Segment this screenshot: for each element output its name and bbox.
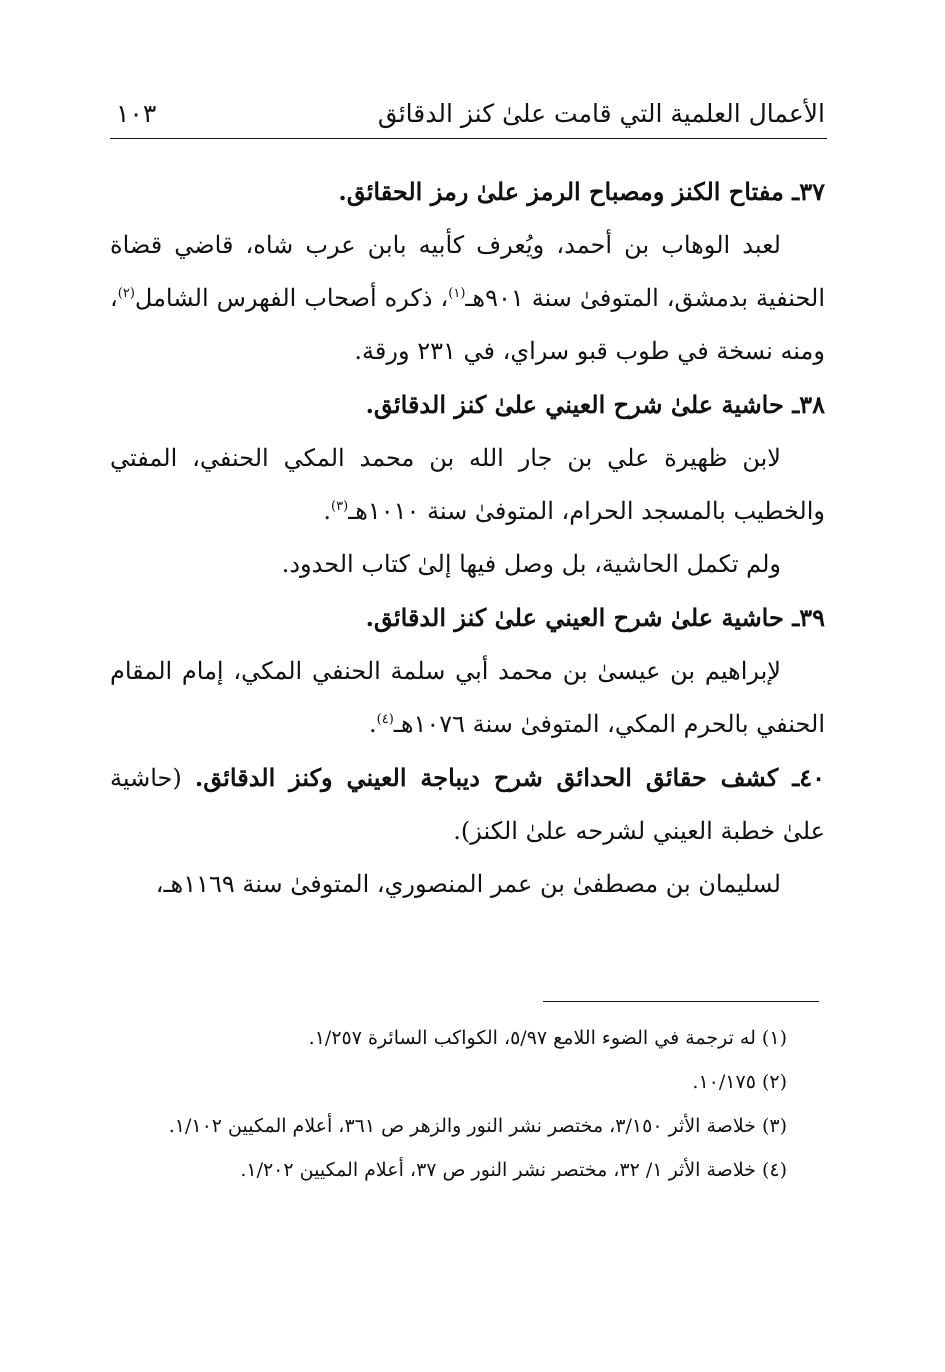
footnote-ref-2: (٢) [117,286,135,301]
entry-39-text-1: لإبراهيم بن عيسىٰ بن محمد أبي سلمة الحنفي المكي، إمام المقام الحنفي بالحرم المكي، المتوفىٰ سنة ١٠٧٦هـ [110,657,825,738]
footnote-rule [543,1001,819,1002]
entry-39-paragraph [110,645,825,751]
page-number: ١٠٣ [116,99,157,128]
entry-39-text-2: . [369,710,377,738]
entry-37-title: ٣٧ـ مفتاح الكنز ومصباح الرمز علىٰ رمز الحقائق. [338,177,825,206]
entry-38-title: ٣٨ـ حاشية علىٰ شرح العيني علىٰ كنز الدقائق. [365,390,825,419]
entry-39-title-line [110,591,825,645]
entry-40-title-line [110,751,825,858]
entry-39-title: ٣٩ـ حاشية علىٰ شرح العيني علىٰ كنز الدقائق. [365,603,825,632]
running-header [110,96,825,136]
entry-37-text-2: ، ذكره أصحاب الفهرس الشامل [134,284,449,312]
entry-40-subtitle: (حاشية علىٰ خطبة العيني لشرحه علىٰ الكنز). [110,764,825,845]
entry-38-title-line [110,378,825,432]
entry-37-text-1: لعبد الوهاب بن أحمد، ويُعرف كأبيه بابن عرب شاه، قاضي قضاة الحنفية بدمشق، المتوفىٰ سنة ٩٠١هـ [110,231,825,312]
running-title: الأعمال العلمية التي قامت علىٰ كنز الدقائق [377,99,825,128]
footnote-2: (٢) ١٠/١٧٥. [692,1071,787,1093]
entry-37-paragraph [110,219,825,378]
footnote-ref-3: (٣) [331,499,349,514]
header-rule [110,138,827,139]
footnote-ref-1: (١) [448,286,466,301]
entry-38-text-2: . [323,497,332,525]
main-text [110,165,825,911]
footnote-1: (١) له ترجمة في الضوء اللامع ٥/٩٧، الكواكب السائرة ١/٢٥٧. [308,1027,787,1049]
entry-40-text-1: لسليمان بن مصطفىٰ بن عمر المنصوري، المتوفىٰ سنة ١١٦٩هـ، [155,870,781,898]
entry-38-text-1: لابن ظهيرة علي بن جار الله بن محمد المكي الحنفي، المفتي والخطيب بالمسجد الحرام، المتوفىٰ سنة ١٠١٠هـ [110,444,825,525]
footnotes [110,1016,825,1192]
entry-38-note-text: ولم تكمل الحاشية، بل وصل فيها إلىٰ كتاب الحدود. [281,550,781,578]
entry-37-title-line [110,165,825,219]
entry-40-paragraph [110,858,825,911]
entry-38-paragraph [110,432,825,538]
footnote-ref-4: (٤) [376,712,394,727]
footnote-3: (٣) خلاصة الأثر ٣/١٥٠، مختصر نشر النور والزهر ص ٣٦١، أعلام المكيين ١/١٠٢. [168,1115,787,1137]
entry-40-title: ٤٠ـ كشف حقائق الحدائق شرح ديباجة العيني وكنز الدقائق. [194,763,826,792]
entry-37-text-3: ، ومنه نسخة في طوب قبو سراي، في ٢٣١ ورقة. [110,284,825,365]
entry-38-note [110,538,825,591]
footnote-4: (٤) خلاصة الأثر ١/ ٣٢، مختصر نشر النور ص ٣٧، أعلام المكيين ١/٢٠٢. [240,1159,787,1181]
